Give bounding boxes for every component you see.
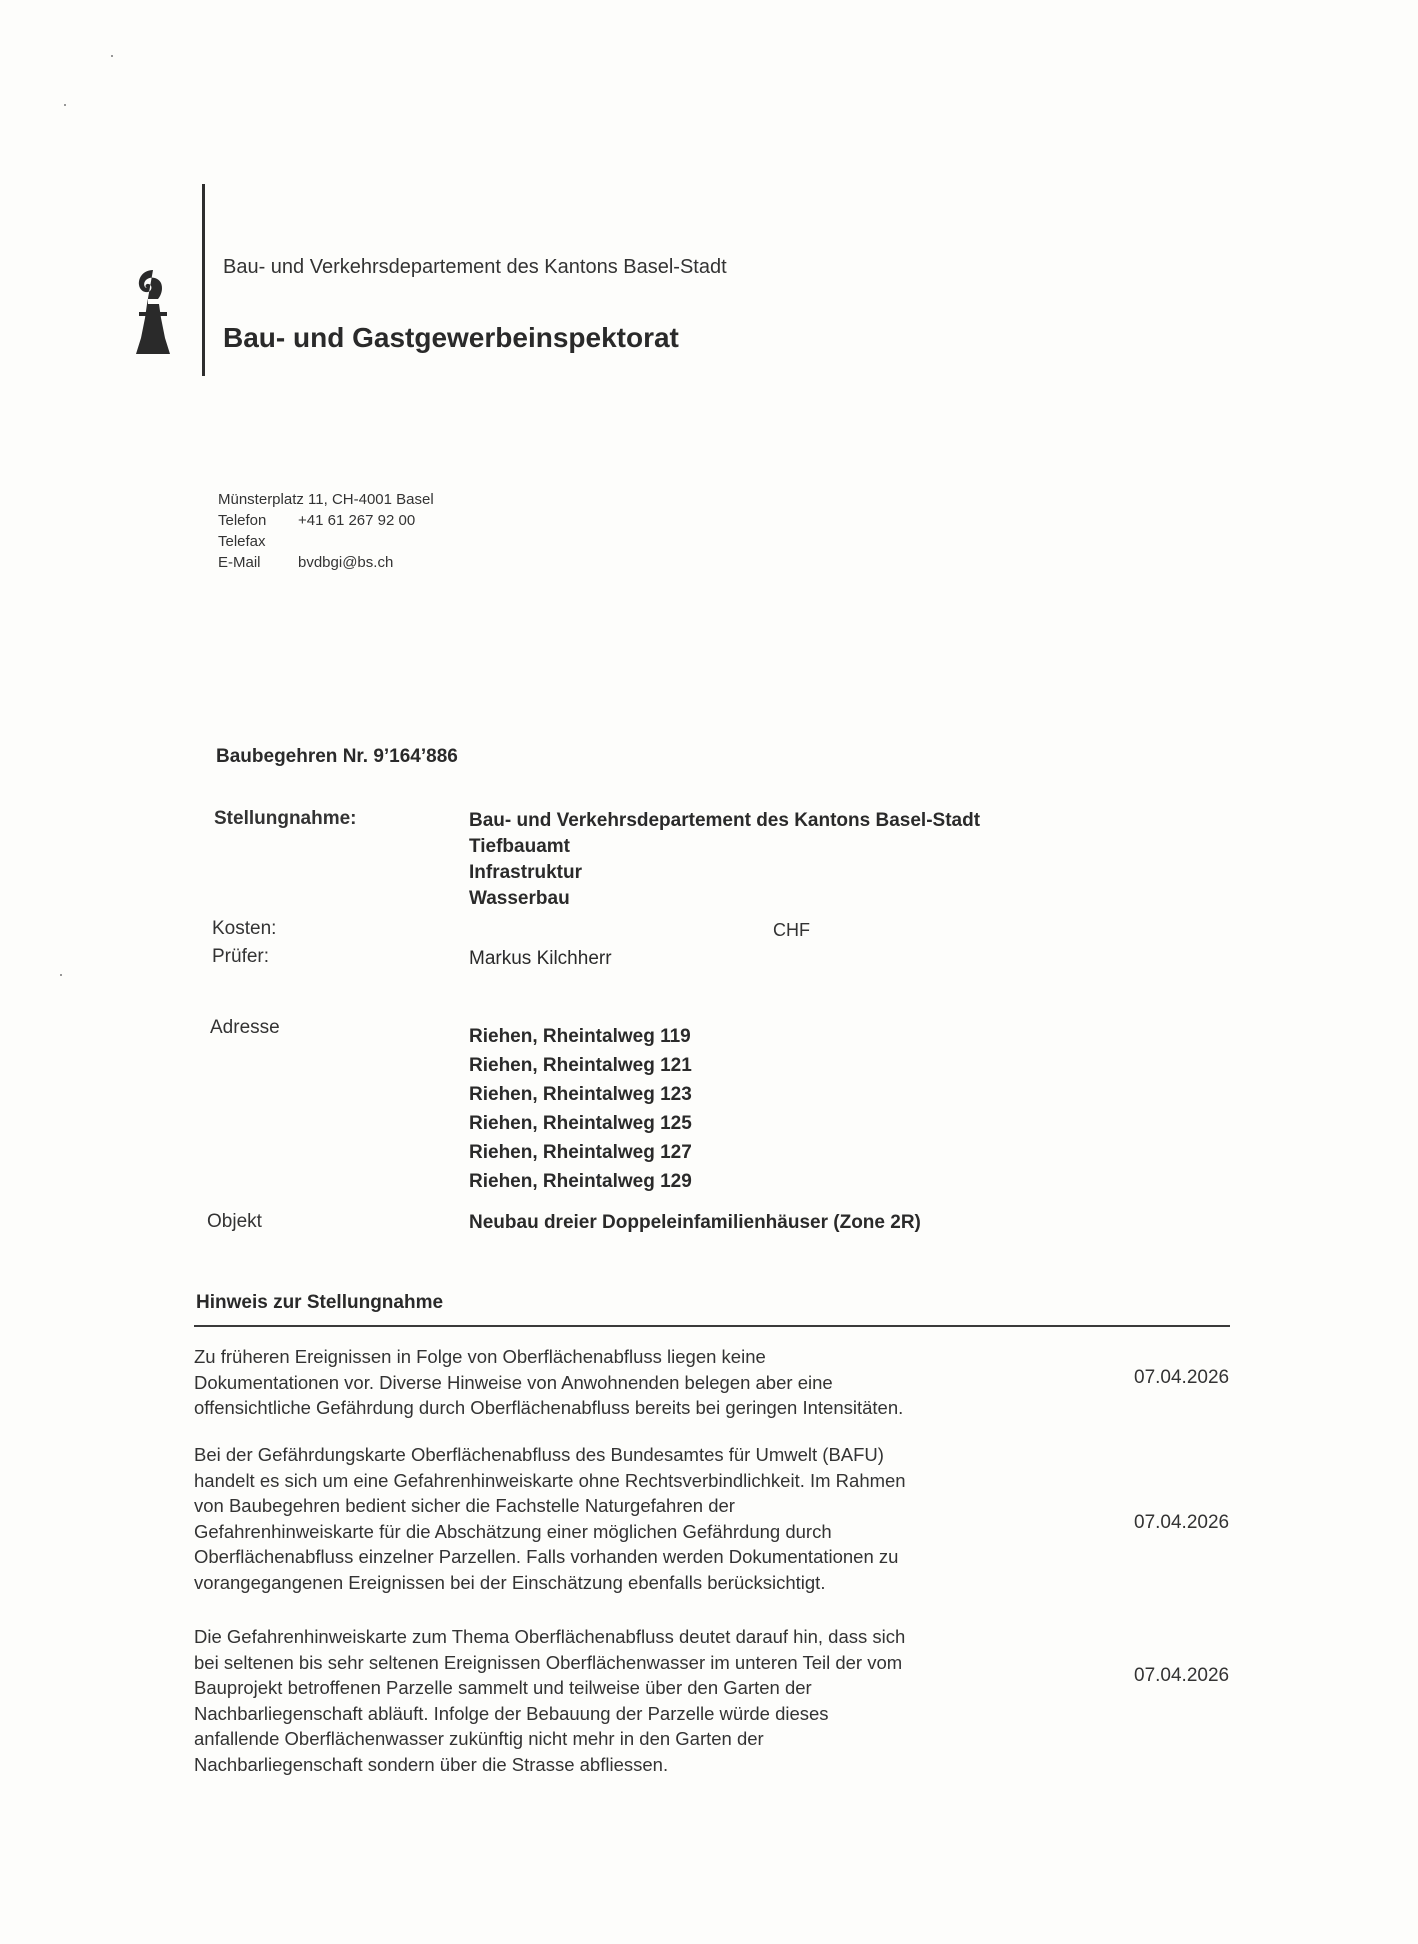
note-line: Nachbarliegenschaft sondern über die Strasse abfliessen. bbox=[194, 1753, 669, 1775]
note-date: 07.04.2026 bbox=[1134, 1367, 1230, 1388]
adresse-item: Riehen, Rheintalweg 123 bbox=[469, 1084, 692, 1105]
note-line: Dokumentationen vor. Diverse Hinweise von Anwohnenden belegen aber eine bbox=[194, 1371, 833, 1393]
fax-label: Telefax bbox=[218, 533, 266, 550]
fax-row bbox=[218, 531, 434, 552]
pruefer-value: Markus Kilchherr bbox=[469, 948, 612, 969]
hinweis-title: Hinweis zur Stellungnahme bbox=[196, 1292, 444, 1313]
adresse-item: Riehen, Rheintalweg 125 bbox=[469, 1113, 692, 1134]
basel-coat-of-arms-icon bbox=[136, 268, 170, 356]
stellungnahme-line: Infrastruktur bbox=[469, 862, 582, 883]
stellungnahme-line: Tiefbauamt bbox=[469, 836, 571, 857]
postal-address: Münsterplatz 11, CH-4001 Basel bbox=[218, 491, 434, 508]
note-line: von Baubegehren bedient sicher die Fachstelle Naturgefahren der bbox=[194, 1495, 735, 1516]
contact-block bbox=[218, 489, 434, 573]
adresse-item: Riehen, Rheintalweg 129 bbox=[469, 1171, 692, 1192]
adresse-label: Adresse bbox=[210, 1017, 280, 1038]
note-date: 07.04.2026 bbox=[1134, 1512, 1230, 1533]
email-label: E-Mail bbox=[218, 554, 261, 571]
note-line: handelt es sich um eine Gefahrenhinweiskarte ohne Rechtsverbindlichkeit. Im Rahmen bbox=[194, 1469, 906, 1491]
note-line: Zu früheren Ereignissen in Folge von Oberflächenabfluss liegen keine bbox=[194, 1346, 766, 1367]
note-line: Bauprojekt betroffenen Parzelle sammelt und teilweise über den Garten der bbox=[194, 1677, 812, 1698]
adresse-list bbox=[469, 1022, 692, 1196]
note-line: Bei der Gefährdungskarte Oberflächenabfluss des Bundesamtes für Umwelt (BAFU) bbox=[194, 1444, 884, 1465]
stellungnahme-line: Wasserbau bbox=[469, 888, 570, 909]
note-line: anfallende Oberflächenwasser zukünftig nicht mehr in den Garten der bbox=[194, 1728, 764, 1749]
pruefer-label: Prüfer: bbox=[212, 946, 270, 967]
note-line: vorangegangenen Ereignissen bei der Einschätzung ebenfalls berücksichtigt. bbox=[194, 1571, 826, 1593]
application-reference: Baubegehren Nr. 9’164’886 bbox=[216, 746, 458, 767]
department-name: Bau- und Verkehrsdepartement des Kantons Basel-Stadt bbox=[223, 256, 727, 278]
scan-speck bbox=[64, 104, 66, 106]
note-line: Die Gefahrenhinweiskarte zum Thema Oberflächenabfluss deutet darauf hin, dass sich bbox=[194, 1626, 906, 1647]
email-row bbox=[218, 552, 434, 573]
adresse-item: Riehen, Rheintalweg 121 bbox=[469, 1055, 692, 1076]
hinweis-note bbox=[194, 1344, 1094, 1421]
note-date: 07.04.2026 bbox=[1134, 1665, 1230, 1686]
stellungnahme-value bbox=[469, 808, 980, 912]
scan-speck bbox=[111, 55, 113, 57]
phone-number: +41 61 267 92 00 bbox=[298, 512, 416, 529]
note-line: Nachbarliegenschaft abläuft. Infolge der Bebauung der Parzelle würde dieses bbox=[194, 1702, 829, 1724]
note-line: Gefahrenhinweiskarte für die Abschätzung einer möglichen Gefährdung durch bbox=[194, 1520, 832, 1542]
email-address: bvdbgi@bs.ch bbox=[298, 554, 394, 571]
objekt-label: Objekt bbox=[207, 1211, 262, 1232]
note-line: offensichtliche Gefährdung durch Oberflächenabfluss bereits bei geringen Intensitäten. bbox=[194, 1397, 904, 1418]
stellungnahme-line: Bau- und Verkehrsdepartement des Kantons Basel-Stadt bbox=[469, 810, 981, 831]
hinweis-note bbox=[194, 1442, 1094, 1595]
note-line: bei seltenen bis sehr seltenen Ereignissen Oberflächenwasser im unteren Teil der vom bbox=[194, 1651, 903, 1673]
letterhead-divider bbox=[202, 184, 205, 376]
objekt-value: Neubau dreier Doppeleinfamilienhäuser (Zone 2R) bbox=[469, 1212, 921, 1233]
note-line: Oberflächenabfluss einzelner Parzellen. Falls vorhanden werden Dokumentationen zu bbox=[194, 1546, 899, 1567]
kosten-currency: CHF bbox=[773, 920, 810, 940]
hinweis-note bbox=[194, 1624, 1094, 1777]
hinweis-divider bbox=[194, 1325, 1230, 1327]
phone-row bbox=[218, 510, 434, 531]
office-name: Bau- und Gastgewerbeinspektorat bbox=[223, 322, 679, 353]
adresse-item: Riehen, Rheintalweg 127 bbox=[469, 1142, 692, 1163]
scan-speck bbox=[60, 974, 62, 976]
adresse-item: Riehen, Rheintalweg 119 bbox=[469, 1026, 691, 1047]
kosten-label: Kosten: bbox=[212, 918, 277, 939]
phone-label: Telefon bbox=[218, 512, 267, 529]
stellungnahme-label: Stellungnahme: bbox=[214, 808, 357, 829]
